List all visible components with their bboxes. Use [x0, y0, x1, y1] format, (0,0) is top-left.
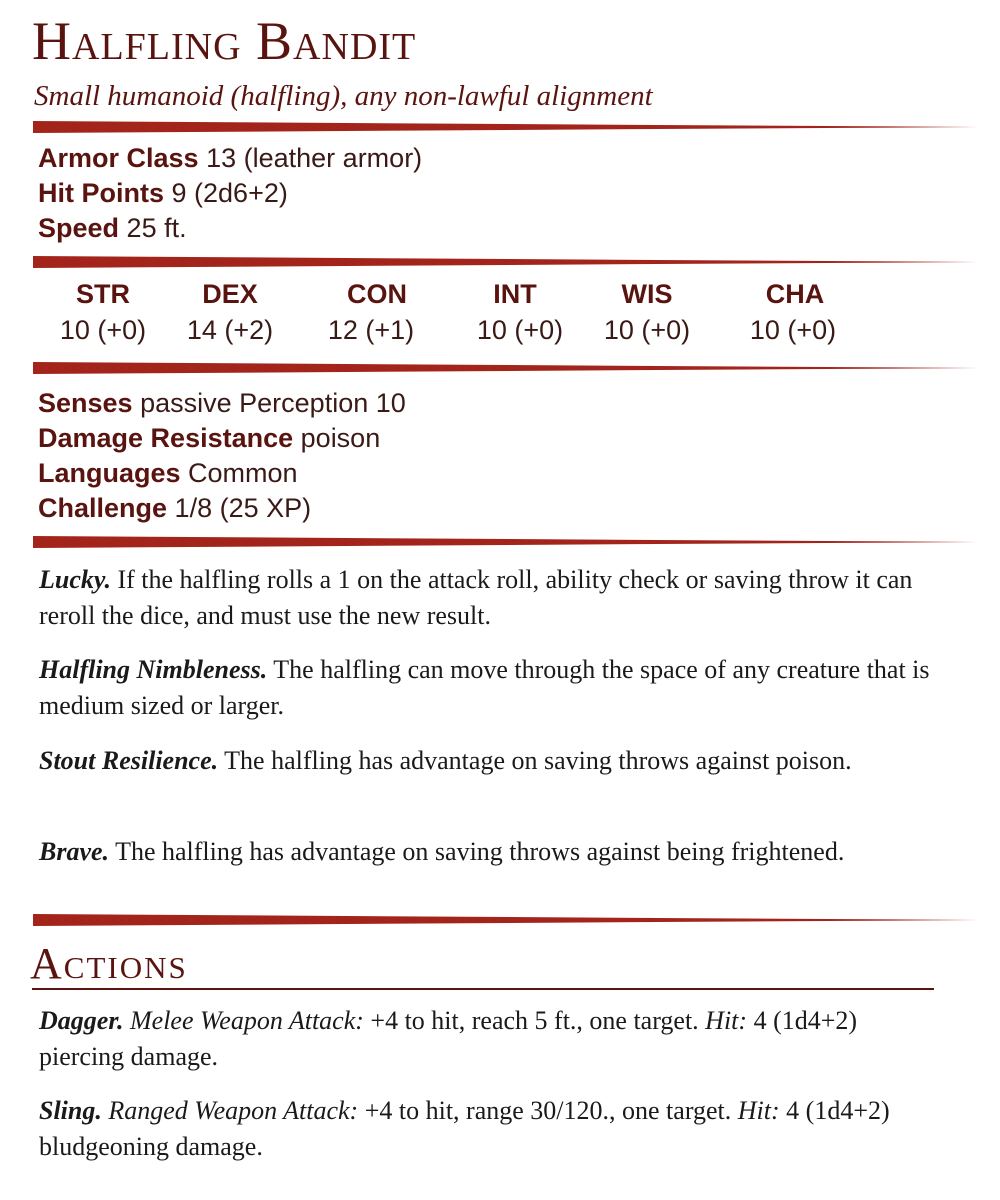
stat-label: Challenge: [38, 493, 168, 523]
trait-text: The halfling has advantage on saving throws against being frightened.: [115, 837, 845, 866]
basic-stats: [38, 141, 422, 246]
trait-text: The halfling can move through the space of any creature that is medium sized or larger.: [39, 655, 930, 720]
stat-value: 13 (leather armor): [206, 143, 423, 173]
stat-value: 9 (2d6+2): [171, 178, 288, 208]
attack-text: +4 to hit, reach 5 ft., one target.: [370, 1006, 699, 1035]
armor-class-row: [38, 141, 422, 176]
trait-halfling-nimbleness: [39, 652, 939, 724]
speed-row: [38, 211, 422, 246]
stat-value: Common: [188, 458, 298, 488]
ability-name: INT: [493, 279, 537, 309]
stat-value: 1/8 (25 XP): [174, 493, 312, 523]
divider-rule: [33, 536, 979, 548]
monster-name: Halfling Bandit: [32, 11, 417, 71]
hit-label: Hit:: [737, 1096, 780, 1125]
ability-name: STR: [76, 279, 130, 309]
hit-label: Hit:: [705, 1006, 748, 1035]
action-name: Dagger.: [39, 1006, 124, 1035]
ability-name: CHA: [765, 279, 825, 309]
ability-score: 10 (+0): [59, 315, 147, 345]
ability-score: 14 (+2): [186, 315, 274, 345]
attack-type: Melee Weapon Attack:: [130, 1006, 364, 1035]
divider-rule: [33, 256, 979, 268]
details: [38, 386, 406, 526]
trait-lucky: [39, 562, 939, 634]
action-dagger: [39, 1003, 939, 1075]
stat-value: poison: [300, 423, 381, 453]
ability-name: WIS: [621, 279, 673, 309]
attack-type: Ranged Weapon Attack:: [108, 1096, 359, 1125]
trait-name: Halfling Nimbleness.: [39, 655, 268, 684]
action-name: Sling.: [39, 1096, 102, 1125]
trait-text: If the halfling rolls a 1 on the attack roll, ability check or saving throw it can reroll the dice, and must use the new result.: [39, 565, 913, 630]
ability-name: CON: [347, 279, 407, 309]
languages-row: [38, 456, 406, 491]
trait-name: Brave.: [39, 837, 110, 866]
damage-resistance-row: [38, 421, 406, 456]
trait-text: The halfling has advantage on saving throws against poison.: [224, 746, 852, 775]
ability-score: 10 (+0): [749, 315, 837, 345]
stat-label: Hit Points: [38, 178, 164, 208]
trait-brave: [39, 834, 939, 870]
monster-type: Small humanoid (halfling), any non-lawful alignment: [34, 80, 653, 112]
divider-rule: [33, 914, 979, 926]
ability-score: 12 (+1): [327, 315, 415, 345]
hit-text: 4 (1d4+2) piercing damage.: [39, 1006, 858, 1071]
trait-name: Stout Resilience.: [39, 746, 219, 775]
action-sling: [39, 1093, 939, 1165]
challenge-row: [38, 491, 406, 526]
stat-label: Armor Class: [38, 143, 199, 173]
stat-label: Speed: [38, 213, 120, 243]
stat-value: passive Perception 10: [140, 388, 406, 418]
ability-score: 10 (+0): [603, 315, 691, 345]
divider-rule: [33, 362, 979, 374]
trait-stout-resilience: [39, 743, 939, 779]
hit-points-row: [38, 176, 422, 211]
stat-label: Damage Resistance: [38, 423, 294, 453]
senses-row: [38, 386, 406, 421]
stat-label: Senses: [38, 388, 133, 418]
ability-score: 10 (+0): [476, 315, 564, 345]
trait-name: Lucky.: [39, 565, 111, 594]
divider-rule: [33, 121, 979, 133]
actions-heading: Actions: [30, 939, 188, 988]
stat-value: 25 ft.: [126, 213, 187, 243]
attack-text: +4 to hit, range 30/120., one target.: [364, 1096, 732, 1125]
actions-underline: [32, 988, 934, 990]
ability-name: DEX: [202, 279, 258, 309]
stat-label: Languages: [38, 458, 181, 488]
hit-text: 4 (1d4+2) bludgeoning damage.: [39, 1096, 890, 1161]
